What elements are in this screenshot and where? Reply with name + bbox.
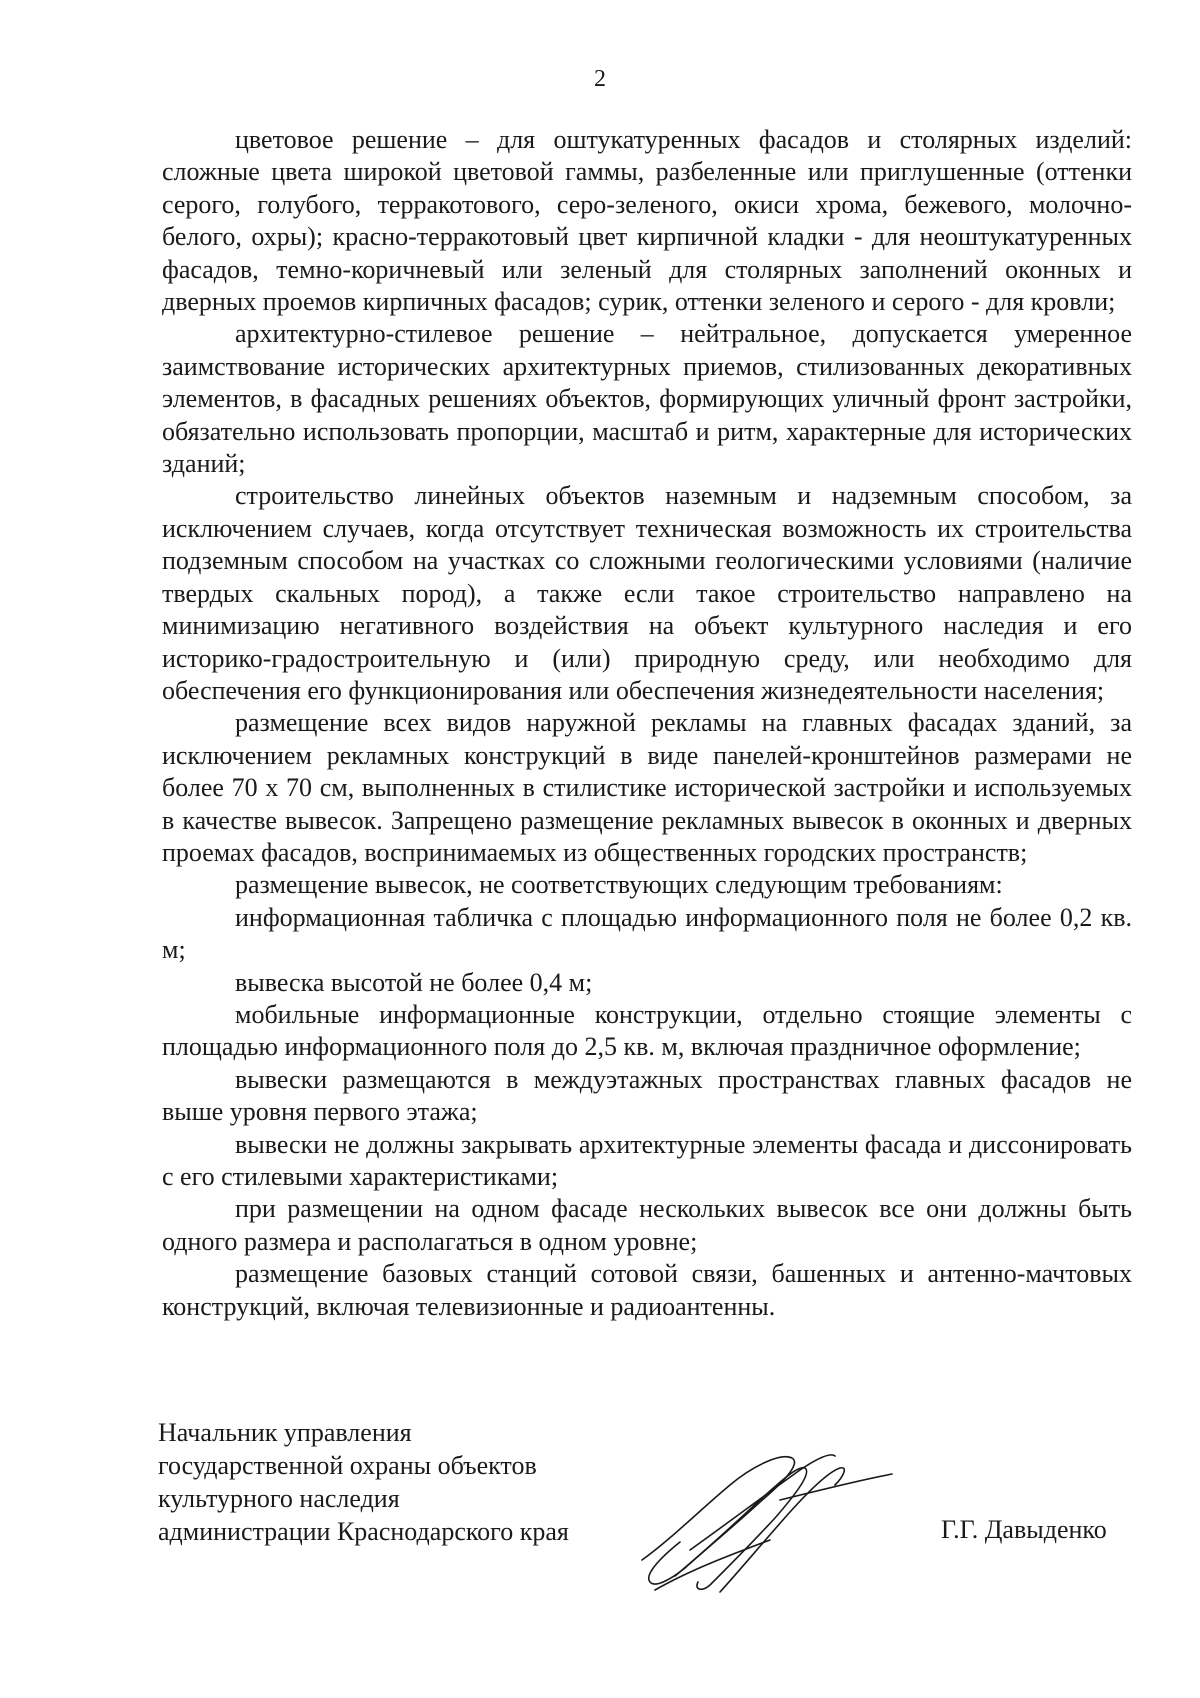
signatory-name: Г.Г. Давыденко <box>941 1515 1107 1544</box>
signatory-title-line: администрации Краснодарского края <box>158 1517 569 1546</box>
signatory-title-line: Начальник управления <box>158 1418 412 1447</box>
paragraph-base-stations: размещение базовых станций сотовой связи, башенных и антенно-мачтовых конструкций, включая телевизионные и радиоантенны. <box>162 1259 1132 1321</box>
paragraph-signage-requirements: размещение вывесок, не соответствующих следующим требованиям: <box>235 870 1003 900</box>
paragraph-mobile-structures: мобильные информационные конструкции, отдельно стоящие элементы с площадью информационного поля до 2,5 кв. м, включая праздничное оформление; <box>162 999 1132 1062</box>
paragraph-sign-height: вывеска высотой не более 0,4 м; <box>235 967 593 997</box>
paragraph-linear-objects: строительство линейных объектов наземным и надземным способом, за исключением случаев, когда отсутствует техническая возможность их строительства подземным способом на участках со сложными геологическими условиями (наличие твердых скальных пород), а также если такое строительство направлено на минимизацию негативного воздействия на объект культурного наследия и его историко-градостроительную и (или) природную среду, или необходимо для обеспечения его функционирования или обеспечения жизнедеятельности населения; <box>162 481 1132 705</box>
signatory-title-line: государственной охраны объектов <box>158 1451 537 1480</box>
paragraph-color-scheme: цветовое решение – для оштукатуренных фасадов и столярных изделий: сложные цвета широкой цветовой гаммы, разбеленные или приглушенные (оттенки серого, голубого, терракотового, серо-зеленого, окиси хрома, бежевого, молочно-белого, охры); красно-терракотовый цвет кирпичной кладки - для неоштукатуренных фасадов, темно-коричневый или зеленый для столярных заполнений оконных и дверных проемов кирпичных фасадов; сурик, оттенки зеленого и серого - для кровли; <box>162 125 1132 317</box>
page-number: 2 <box>594 66 606 92</box>
paragraph-multiple-signs: при размещении на одном фасаде нескольких вывесок все они должны быть одного размера и располагаться в одном уровне; <box>162 1194 1132 1256</box>
signatory-title <box>158 1416 569 1548</box>
document-body <box>162 124 1132 1323</box>
paragraph-sign-placement: вывески размещаются в междуэтажных пространствах главных фасадов не выше уровня первого этажа; <box>162 1064 1132 1127</box>
paragraph-info-plate: информационная табличка с площадью информационного поля не более 0,2 кв. м; <box>162 902 1132 965</box>
paragraph-architectural-style: архитектурно-стилевое решение – нейтральное, допускается умеренное заимствование исторических архитектурных приемов, стилизованных декоративных элементов, в фасадных решениях объектов, формирующих уличный фронт застройки, обязательно использовать пропорции, масштаб и ритм, характерные для исторических зданий; <box>162 319 1132 479</box>
paragraph-outdoor-advertising: размещение всех видов наружной рекламы на главных фасадах зданий, за исключением рекламных конструкций в виде панелей-кронштейнов размерами не более 70 х 70 см, выполненных в стилистике исторической застройки и используемых в качестве вывесок. Запрещено размещение рекламных вывесок в оконных и дверных проемах фасадов, воспринимаемых из общественных городских пространств; <box>162 708 1132 867</box>
signatory-title-line: культурного наследия <box>158 1484 400 1513</box>
handwritten-signature <box>630 1440 900 1600</box>
paragraph-sign-architecture: вывески не должны закрывать архитектурные элементы фасада и диссонировать с его стилевыми характеристиками; <box>162 1129 1132 1191</box>
